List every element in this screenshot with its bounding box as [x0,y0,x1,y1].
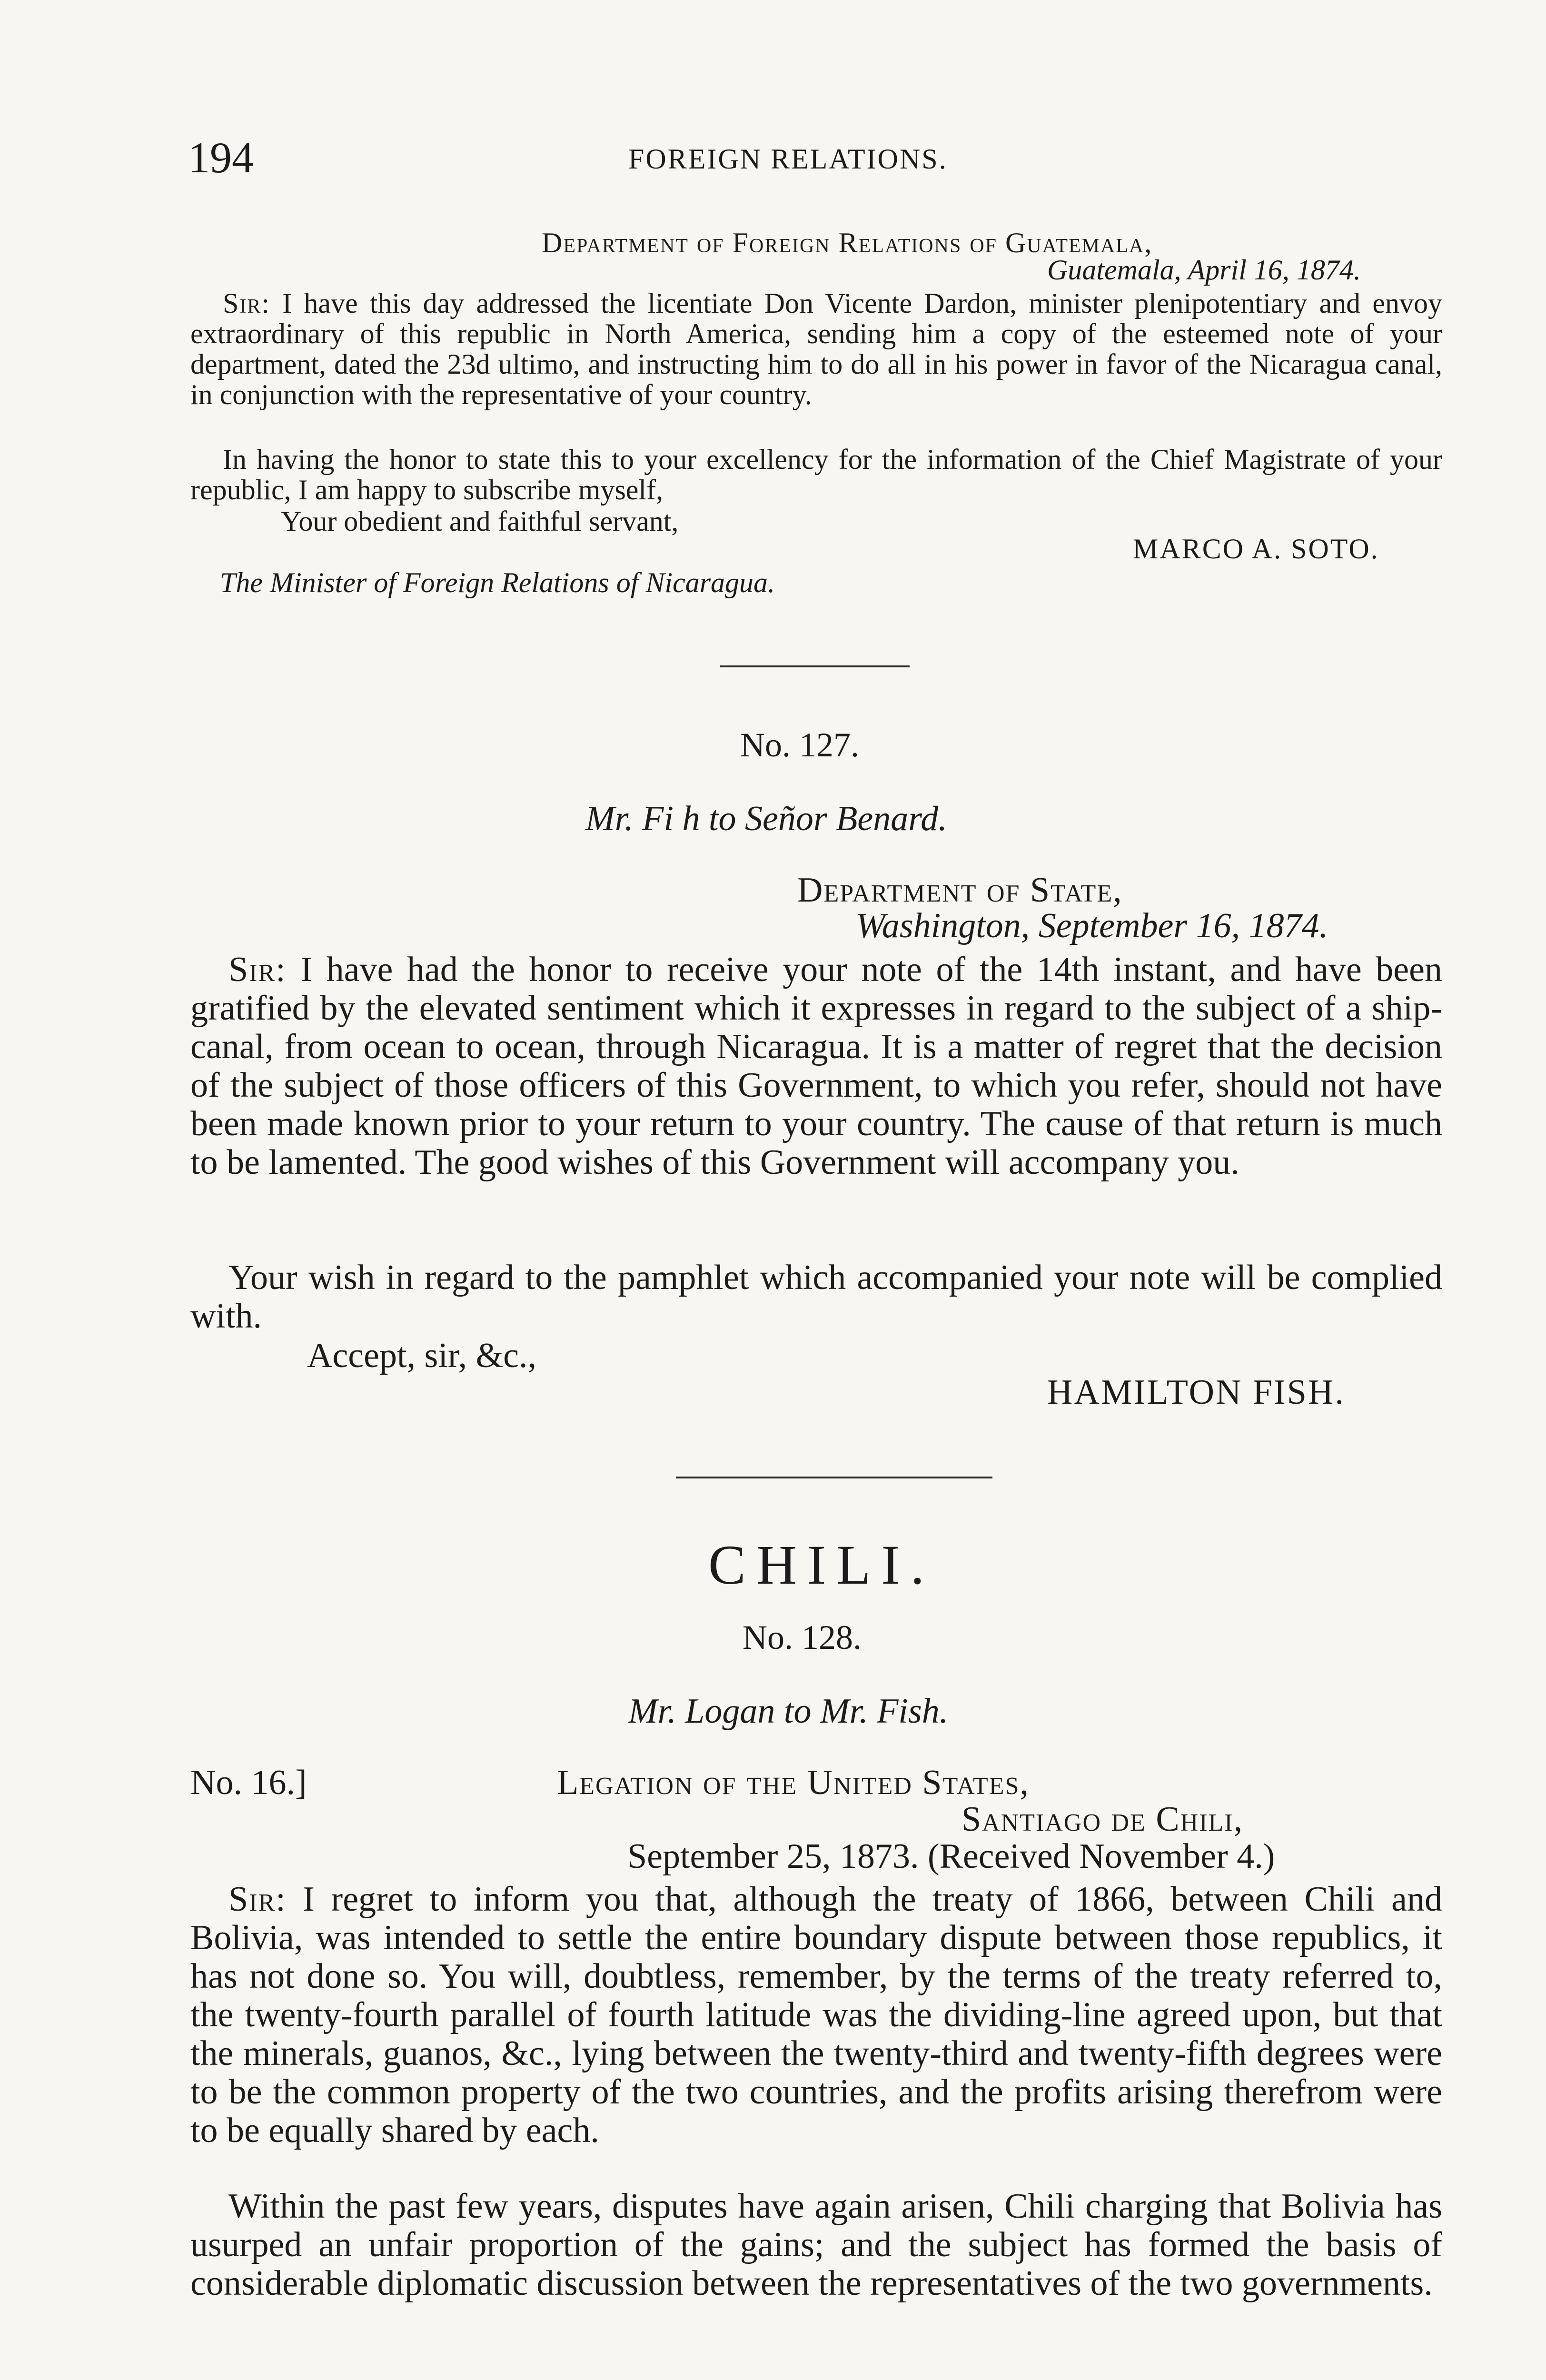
letter3-heading-line2: Santiago de Chili, [961,1800,1244,1839]
letter2-paragraph1 [190,951,1442,1182]
letter2-heading-line2: Washington, September 16, 1874. [856,906,1328,945]
letter2-closing: Accept, sir, &c., [307,1336,536,1375]
letter3-paragraph1 [190,1880,1442,2150]
letter2-heading-line1: Department of State, [797,871,1123,910]
section-divider [676,1477,992,1478]
letter3-title: Mr. Logan to Mr. Fish. [628,1692,949,1731]
letter1-addressee [220,567,775,598]
letter2-number: No. 127. [740,726,859,764]
section-title: CHILI. [708,1534,935,1596]
running-title: FOREIGN RELATIONS. [628,143,948,175]
letter1-heading-line2: Guatemala, April 16, 1874. [1047,254,1361,286]
page-number: 194 [188,133,254,182]
letter1-paragraph1 [190,288,1442,410]
salutation: Sir: [228,1880,287,1919]
letter3-heading-line3: September 25, 1873. (Received November 4.) [627,1837,1275,1876]
letter3-heading-line1: Legation of the United States, [557,1763,1030,1802]
letter1-heading-line1: Department of Foreign Relations of Guatemala, [542,227,1153,258]
addressee-text: The Minister of Foreign Relations of Nicaragua. [220,567,775,598]
letter3-paragraph2: Within the past few years, disputes have again arisen, Chili charging that Bolivia has usurped an unfair proportion of the gains; and the subject has formed the basis of considerable diplomatic discussion between the representatives of the two governments. [190,2187,1442,2303]
letter1-paragraph2: In having the honor to state this to your excellency for the information of the Chief Magistrate of your republic, I am happy to subscribe myself, [190,444,1442,506]
section-divider [720,665,910,667]
letter3-number: No. 128. [743,1618,862,1656]
letter3-paragraph1-text: I regret to inform you that, although the treaty of 1866, between Chili and Bolivia, was intended to settle the entire boundary dispute between those republics, it has not done so. You will, doubtless, remember, by the terms of the treaty referred to, the twenty-fourth parallel of fourth latitude was the dividing-line agreed upon, but that the minerals, guanos, &c., lying between the twenty-third and twenty-fifth degrees were to be the common property of the two countries, and the profits arising therefrom were to be equally shared by each. [190,1880,1442,2150]
letter2-title: Mr. Fi h to Señor Benard. [585,799,947,838]
salutation: Sir: [223,288,271,319]
letter2-paragraph2: Your wish in regard to the pamphlet which accompanied your note will be complied with. [190,1258,1442,1336]
letter1-closing: Your obedient and faithful servant, [281,506,679,537]
letter2-signature: HAMILTON FISH. [1047,1373,1345,1412]
salutation: Sir: [228,950,287,989]
letter1-paragraph1-text: I have this day addressed the licentiate Don Vicente Dardon, minister plenipotentiary and envoy extraordinary of this republic in North America, sending him a copy of the esteemed note of your department, dated the 23d ultimo, and instructing him to do all in his power in favor of the Nicaragua canal, in conjunction with the representative of your country. [190,288,1442,410]
letter2-paragraph1-text: I have had the honor to receive your note of the 14th instant, and have been gratified by the elevated sentiment which it expresses in regard to the subject of a ship-canal, from ocean to ocean, through Nicaragua. It is a matter of regret that the decision of the subject of those officers of this Government, to which you refer, should not have been made known prior to your return to your country. The cause of that return is much to be lamented. The good wishes of this Government will accompany you. [190,950,1442,1182]
letter1-signature: MARCO A. SOTO. [1133,533,1379,565]
dispatch-number: No. 16.] [190,1763,307,1802]
